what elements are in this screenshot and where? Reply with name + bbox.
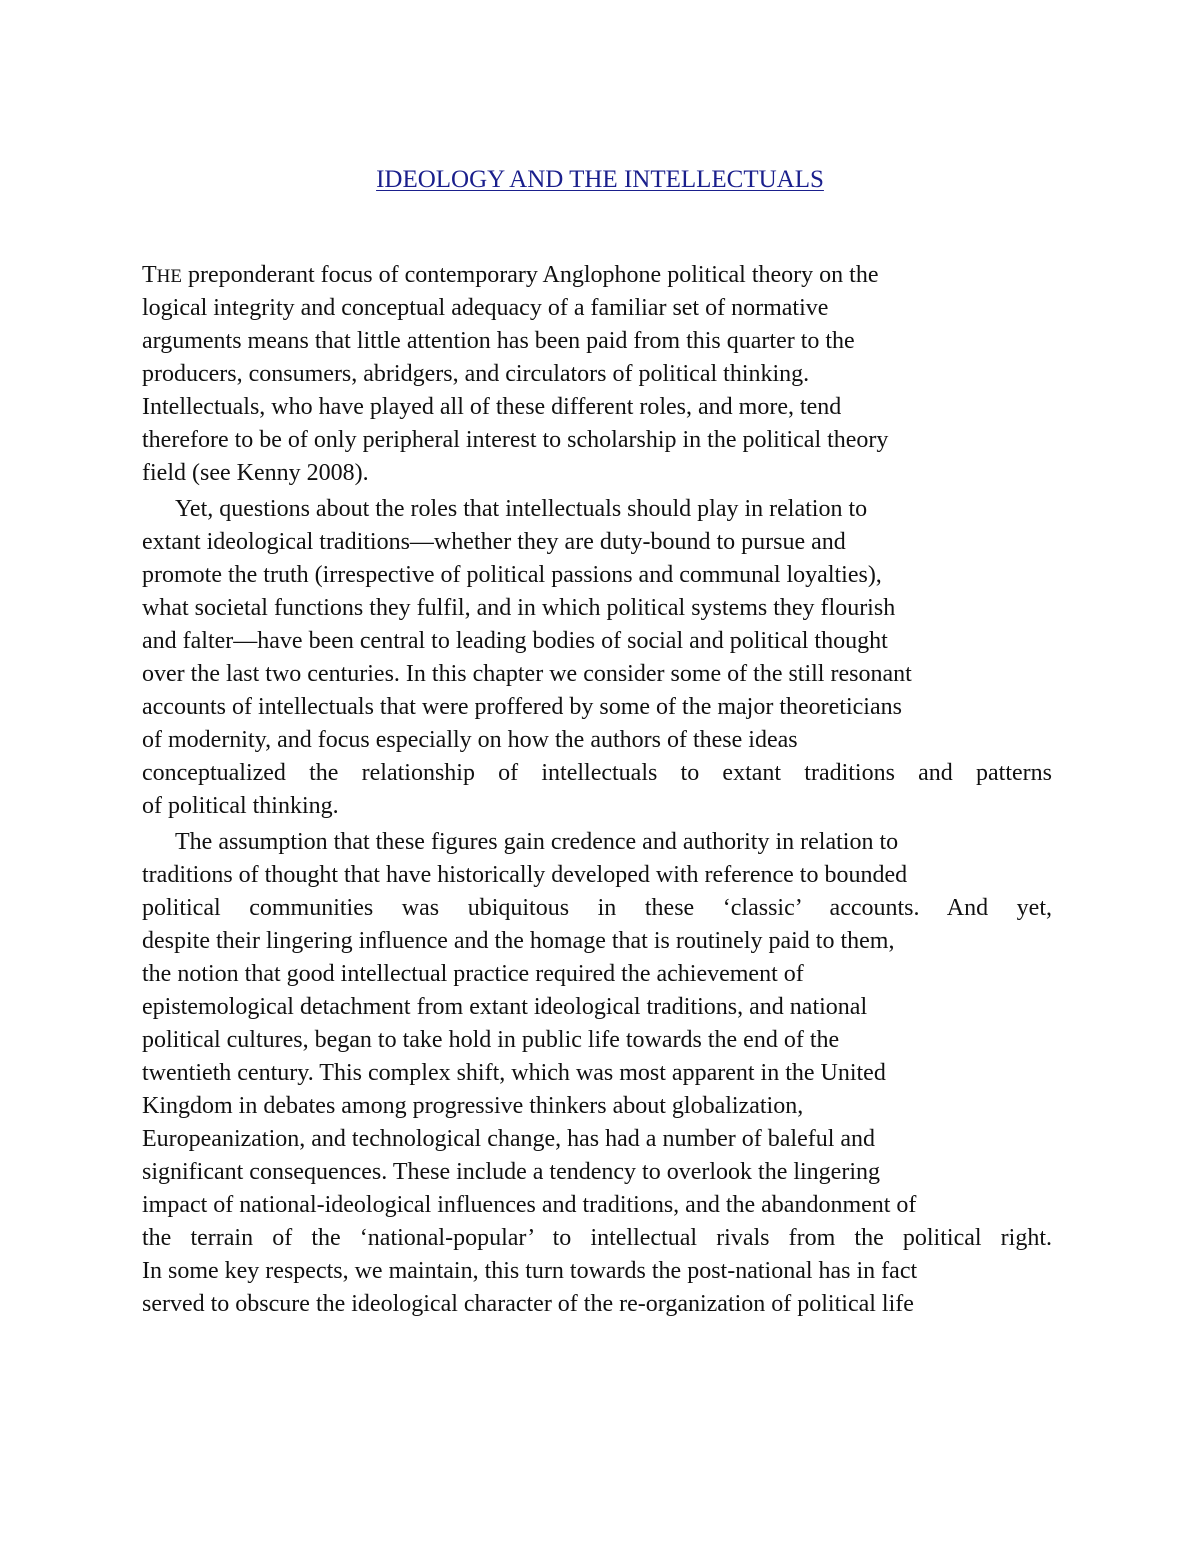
text-line: political cultures, began to take hold in public life towards the end of the — [142, 1027, 840, 1053]
text-line: conceptualized the relationship of intellectuals to extant traditions and patterns — [142, 760, 1052, 786]
text-line: significant consequences. These include a tendency to overlook the lingering — [142, 1159, 880, 1185]
text-line: extant ideological traditions—whether they are duty-bound to pursue and — [142, 529, 846, 555]
text-line: producers, consumers, abridgers, and circulators of political thinking. — [142, 361, 810, 387]
document-title: IDEOLOGY AND THE INTELLECTUALS — [376, 166, 824, 193]
text-line: Intellectuals, who have played all of these different roles, and more, tend — [142, 394, 842, 420]
text-line — [142, 259, 1052, 292]
text-line: The assumption that these figures gain credence and authority in relation to — [175, 829, 899, 855]
text-line: field (see Kenny 2008). — [142, 460, 369, 486]
text-line: of modernity, and focus especially on how the authors of these ideas — [142, 727, 798, 753]
text-line: over the last two centuries. In this chapter we consider some of the still resonant — [142, 661, 912, 687]
document-body — [142, 259, 1052, 1321]
text-line: despite their lingering influence and the homage that is routinely paid to them, — [142, 928, 895, 954]
text-line: impact of national-ideological influences and traditions, and the abandonment of — [142, 1192, 917, 1218]
text-line: logical integrity and conceptual adequacy of a familiar set of normative — [142, 295, 829, 321]
text-line: the terrain of the ‘national-popular’ to intellectual rivals from the political right. — [142, 1225, 1052, 1251]
small-caps-letters: HE — [156, 266, 182, 287]
text-line: political communities was ubiquitous in these ‘classic’ accounts. And yet, — [142, 895, 1052, 921]
text-line: Kingdom in debates among progressive thinkers about globalization, — [142, 1093, 804, 1119]
paragraph-3 — [142, 826, 1052, 1321]
text-line: accounts of intellectuals that were proffered by some of the major theoreticians — [142, 694, 902, 720]
text-line: therefore to be of only peripheral interest to scholarship in the political theory — [142, 427, 889, 453]
text-line: Yet, questions about the roles that intellectuals should play in relation to — [175, 496, 868, 522]
text-line: and falter—have been central to leading bodies of social and political thought — [142, 628, 888, 654]
text-line: of political thinking. — [142, 793, 339, 819]
text-line: served to obscure the ideological character of the re-organization of political life — [142, 1291, 914, 1317]
text-line: arguments means that little attention has been paid from this quarter to the — [142, 328, 855, 354]
text-line: In some key respects, we maintain, this turn towards the post-national has in fact — [142, 1258, 918, 1284]
paragraph-2 — [142, 493, 1052, 823]
text-line: the notion that good intellectual practice required the achievement of — [142, 961, 804, 987]
paragraph-1 — [142, 259, 1052, 490]
drop-letter: T — [142, 262, 157, 288]
text-line: promote the truth (irrespective of political passions and communal loyalties), — [142, 562, 882, 588]
text-line: twentieth century. This complex shift, which was most apparent in the United — [142, 1060, 886, 1086]
text-line: traditions of thought that have historically developed with reference to bounded — [142, 862, 908, 888]
text-line: what societal functions they fulfil, and in which political systems they flourish — [142, 595, 896, 621]
text-line: Europeanization, and technological change, has had a number of baleful and — [142, 1126, 876, 1152]
text-line: epistemological detachment from extant ideological traditions, and national — [142, 994, 868, 1020]
line-text: preponderant focus of contemporary Anglophone political theory on the — [182, 262, 879, 288]
